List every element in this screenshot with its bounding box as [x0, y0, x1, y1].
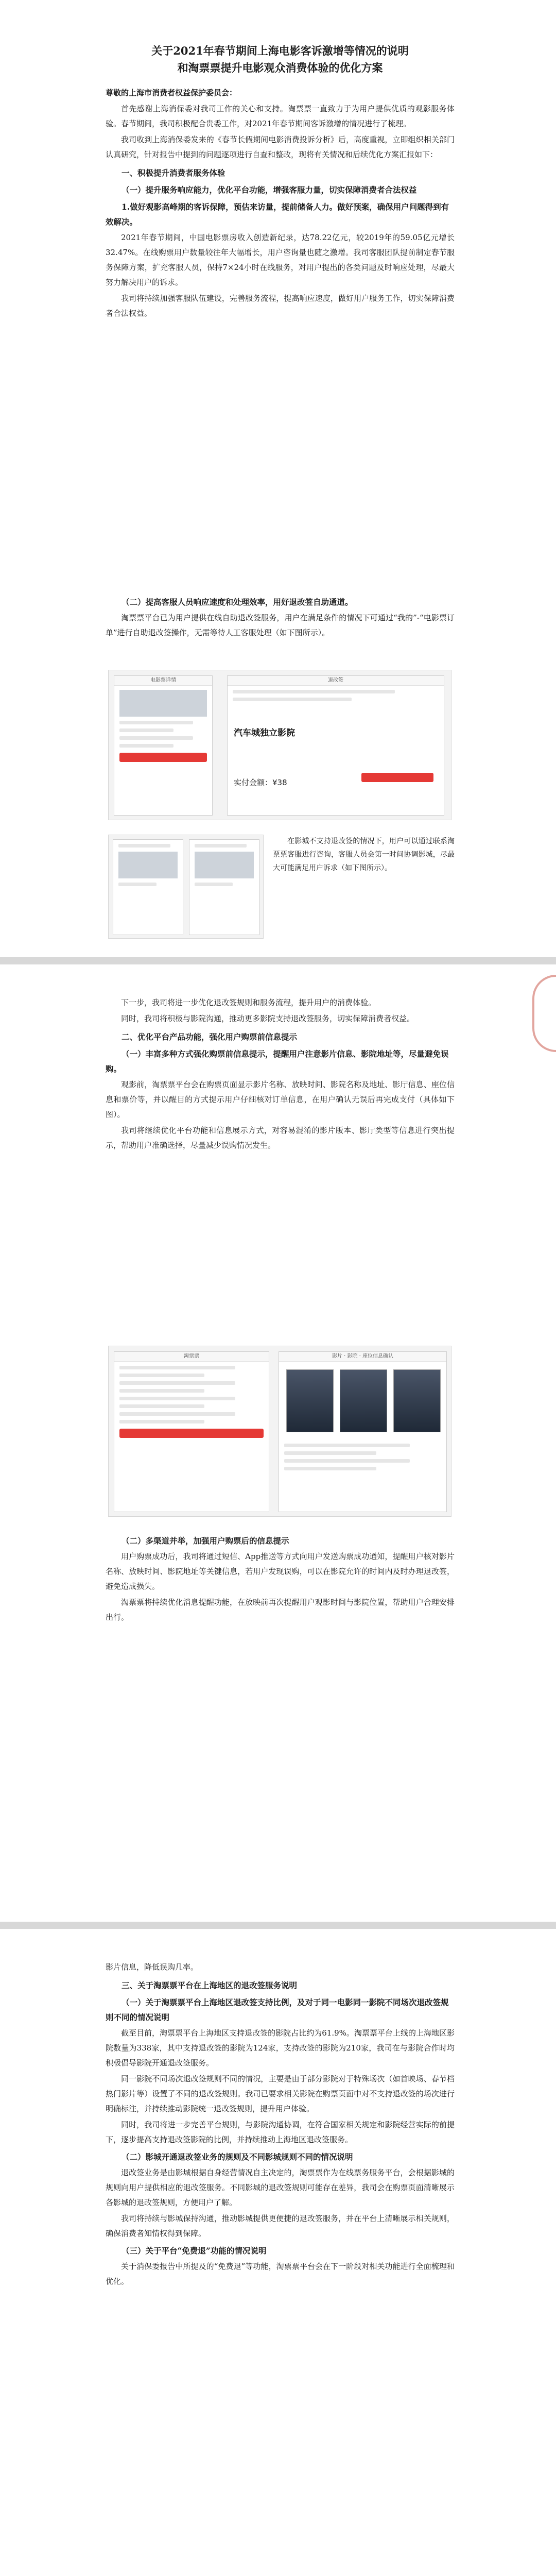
phone-order-thumb — [119, 690, 207, 717]
poster-image — [286, 1369, 334, 1432]
purchase-left-line — [119, 1389, 204, 1393]
phone-order-line — [119, 744, 173, 748]
purchase-left-line — [119, 1420, 204, 1423]
purchase-left-line — [119, 1397, 235, 1400]
purchase-left-line — [119, 1374, 204, 1377]
customer-service-screenshots — [108, 835, 264, 939]
page-3-content — [106, 1960, 455, 2290]
purchase-right-line — [284, 1467, 376, 1470]
section-3-paragraph-5: 我司将持续与影城保持沟通，推动影城提供更便捷的退改签服务，并在平台上清晰展示相关规则，确保消费者知情权得到保障。 — [106, 2214, 455, 2238]
phone-refund-confirm-button — [361, 773, 433, 782]
page-2-content-lower — [106, 1531, 455, 1626]
section-1-paragraph-4: 在影城不支持退改签的情况下，用户可以通过联系淘票票客服进行咨询，客服人员会第一时间协调影城，尽最大可能满足用户诉求（如下图所示）。 — [273, 837, 455, 872]
phone-refund-line — [233, 690, 395, 693]
phone-service-line — [118, 883, 157, 886]
phone-refund-line — [233, 698, 352, 701]
section-2-sub-1: （一）丰富多种方式强化购票前信息提示，提醒用户注意影片信息、影院地址等，尽量避免误购。 — [106, 1049, 449, 1074]
partial-seal-stamp — [532, 975, 556, 1052]
section-2-heading: 二、优化平台产品功能，强化用户购票前信息提示 — [121, 1032, 298, 1042]
purchase-right-line — [284, 1459, 410, 1463]
phone-refund-bar: 退改签 — [228, 676, 444, 686]
purchase-left-line — [119, 1366, 235, 1369]
section-1-paragraph-6: 同时，我司将积极与影院沟通，推动更多影院支持退改签服务，切实保障消费者权益。 — [121, 1014, 415, 1023]
section-2-paragraph-1: 观影前，淘票票平台会在购票页面显示影片名称、放映时间、影院名称及地址、影厅信息、座位信息和票价等，并以醒目的方式提示用户仔细核对订单信息，在用户确认无误后再完成支付（具体如下图）。 — [106, 1080, 455, 1119]
salutation: 尊敬的上海市消费者权益保护委员会： — [106, 88, 237, 97]
page-1-content-lower — [106, 592, 455, 641]
page-1-content — [106, 42, 455, 322]
section-3-sub-2: （二）影城开通退改签业务的规则及不同影城规则不同的情况说明 — [121, 2152, 353, 2162]
purchase-right-line — [284, 1444, 410, 1447]
section-3-sub-1: （一）关于淘票票平台上海地区退改签支持比例，及对于同一电影同一影院不同场次退改签规则不同的情况说明 — [106, 1997, 449, 2022]
purchase-right-line — [284, 1451, 376, 1455]
poster-image — [340, 1369, 387, 1432]
doc-title-line-1: 关于2021年春节期间上海电影客诉激增等情况的说明 — [151, 44, 409, 57]
phone-refund-cinema: 汽车城独立影院 — [234, 728, 295, 738]
purchase-left-line — [119, 1404, 204, 1408]
section-1-sub-1a: 1.做好观影高峰期的客诉保障，预估来访量，提前储备人力。做好预案，确保用户问题得到有效解决。 — [106, 202, 449, 227]
purchase-screenshot-left — [114, 1351, 269, 1512]
page-2 — [0, 964, 556, 1922]
intro-paragraph-1: 首先感谢上海消保委对我司工作的关心和支持。淘票票一直致力于为用户提供优质的观影服务体验。春节期间，我司积极配合贵委工作，对2021年春节期间客诉激增的情况进行了梳理。 — [106, 104, 455, 128]
doc-title-line-2: 和淘票票提升电影观众消费体验的优化方案 — [177, 61, 383, 74]
section-2-paragraph-2: 我司将继续优化平台功能和信息展示方式，对容易混淆的影片版本、影厅类型等信息进行突出提示，帮助用户准确选择，尽量减少误购情况发生。 — [106, 1126, 455, 1150]
phone-order-line — [119, 736, 193, 740]
purchase-left-line — [119, 1412, 235, 1416]
phone-order-refund-button — [119, 753, 207, 762]
phone-screenshot-service-2 — [189, 839, 259, 935]
section-3-heading: 三、关于淘票票平台在上海地区的退改签服务说明 — [121, 1980, 298, 1990]
section-1-paragraph-3: 淘票票平台已为用户提供在线自助退改签服务，用户在满足条件的情况下可通过“我的”-“电影票订单”进行自助退改签操作，无需等待人工客服处理（如下图所示）。 — [106, 613, 455, 637]
poster-image — [393, 1369, 441, 1432]
phone-service-thumb — [195, 852, 254, 878]
section-1-paragraph-5: 下一步，我司将进一步优化退改签规则和服务流程，提升用户的消费体验。 — [121, 998, 376, 1007]
page-3 — [0, 1929, 556, 2576]
section-3-paragraph-6: 关于消保委报告中所提及的“免费退”等功能，淘票票平台会在下一阶段对相关功能进行全面梳理和优化。 — [106, 2262, 455, 2286]
page-1-side-text — [273, 835, 455, 876]
section-2-paragraph-4: 淘票票将持续优化消息提醒功能，在放映前再次提醒用户观影时间与影院位置，帮助用户合理安排出行。 — [106, 1598, 455, 1622]
page-2-content — [106, 995, 455, 1154]
purchase-info-screenshots — [108, 1346, 451, 1517]
section-3-paragraph-4: 退改签业务是由影城根据自身经营情况自主决定的，淘票票作为在线票务服务平台，会根据影城的规则向用户提供相应的退改签服务。不同影城的退改签规则可能存在差异，我司会在购票页面清晰展示各影城的退改签规则，方便用户了解。 — [106, 2168, 455, 2207]
purchase-left-line — [119, 1381, 235, 1385]
purchase-screenshot-right — [279, 1351, 447, 1512]
phone-screenshot-service-1 — [113, 839, 183, 935]
purchase-right-bar: 影片 · 影院 · 座位信息确认 — [279, 1352, 446, 1362]
section-2-sub-2: （二）多渠道并举，加强用户购票后的信息提示 — [121, 1536, 289, 1546]
section-3-paragraph-3: 同时，我司将进一步完善平台规则，与影院沟通协调，在符合国家相关规定和影院经营实际的前提下，逐步提高支持退改签影院的比例，并持续推动上海地区退改签服务。 — [106, 2120, 455, 2144]
intro-paragraph-2: 我司收到上海消保委发来的《春节长假期间电影消费投诉分析》后，高度重视，立即组织相关部门认真研究，针对报告中提到的问题逐项进行自查和整改，现将有关情况和后续优化方案汇报如下： — [106, 135, 455, 159]
phone-service-line — [118, 844, 170, 848]
section-2-paragraph-3: 用户购票成功后，我司将通过短信、App推送等方式向用户发送购票成功通知，提醒用户核对影片名称、放映时间、影院地址等关键信息，若用户发现误购，可以在影院允许的时间内及时办理退改签，避免造成损失。 — [106, 1552, 455, 1591]
section-1-paragraph-2: 我司将持续加强客服队伍建设，完善服务流程，提高响应速度，做好用户服务工作，切实保障消费者合法权益。 — [106, 294, 455, 318]
page-gap-2 — [0, 1922, 556, 1929]
phone-service-line — [195, 883, 233, 886]
page-gap-1 — [0, 957, 556, 964]
page-3-continuation: 影片信息，降低误购几率。 — [106, 1962, 199, 1972]
purchase-left-button — [119, 1429, 264, 1438]
refund-screenshots — [108, 670, 451, 820]
section-1-sub-2: （二）提高客服人员响应速度和处理效率，用好退改签自助通道。 — [121, 597, 353, 607]
section-1-heading: 一、积极提升消费者服务体验 — [121, 168, 225, 178]
phone-screenshot-refund — [227, 675, 444, 816]
phone-screenshot-order — [114, 675, 213, 816]
purchase-left-bar: 淘票票 — [114, 1352, 269, 1362]
phone-order-line — [119, 721, 193, 724]
section-1-sub-1: （一）提升服务响应能力，优化平台功能，增强客服力量，切实保障消费者合法权益 — [121, 185, 417, 195]
section-1-paragraph-1: 2021年春节期间，中国电影票房收入创造新纪录，达78.22亿元，较2019年的59.05亿元增长32.47%。在线购票用户数量较往年大幅增长，用户咨询量也随之激增。我司客服团队提前制定春节服务保障方案，扩充客服人员，保持7×24小时在线服务，对用户提出的各类问题及时响应处理，尽最大努力解决用户的诉求。 — [106, 233, 455, 287]
phone-order-bar: 电影票详情 — [114, 676, 212, 686]
section-3-sub-3: （三）关于平台“免费退”功能的情况说明 — [121, 2246, 267, 2256]
phone-refund-price: 实付金额：¥38 — [234, 778, 287, 787]
section-3-paragraph-1: 截至目前，淘票票平台上海地区支持退改签的影院占比约为61.9%。淘票票平台上线的上海地区影院数量为338家，其中支持退改签的影院为124家，支持改签的影院为210家，我司在与影院合作时均积极倡导影院开通退改签服务。 — [106, 2028, 455, 2067]
phone-service-line — [195, 844, 247, 848]
section-3-paragraph-2: 同一影院不同场次退改签规则不同的情况，主要是由于部分影院对于特殊场次（如首映场、春节档热门影片等）设置了不同的退改签规则。我司已要求相关影院在购票页面中对不支持退改签的场次进行明确标注，并持续推动影院统一退改签规则，提升用户体验。 — [106, 2074, 455, 2113]
phone-service-thumb — [118, 852, 178, 878]
page-1 — [0, 0, 556, 957]
phone-order-line — [119, 728, 173, 732]
